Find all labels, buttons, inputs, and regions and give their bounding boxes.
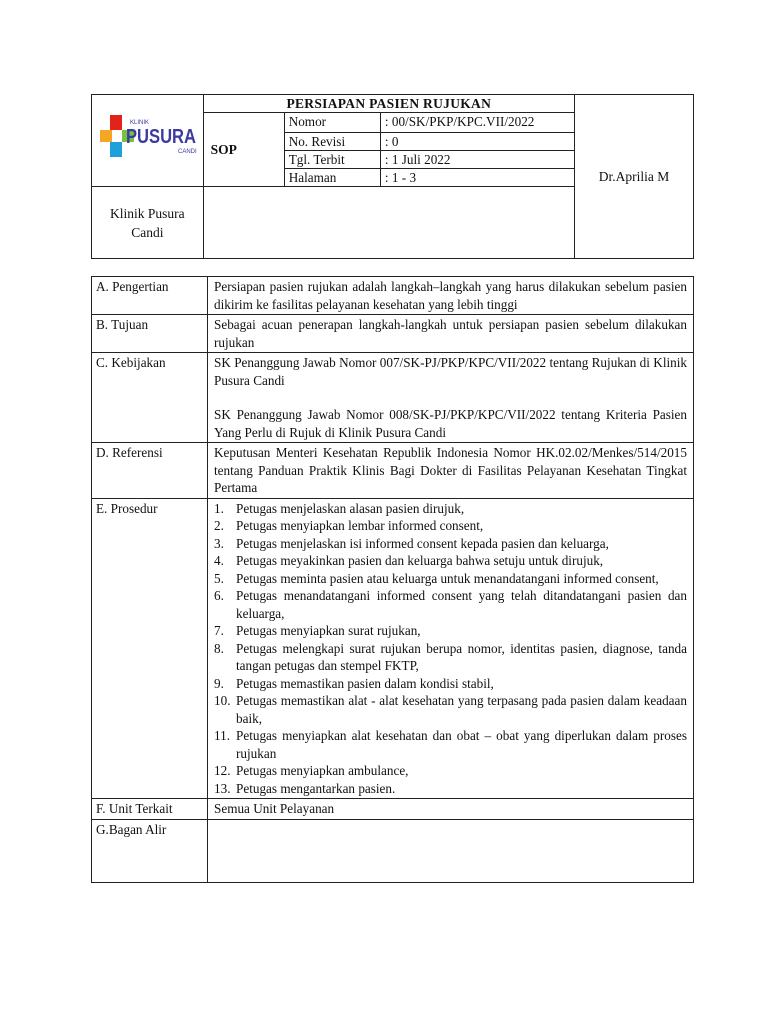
label-kebijakan: C. Kebijakan [92, 353, 208, 443]
logo-cross-bottom [110, 142, 122, 157]
step-text: Petugas melengkapi surat rujukan berupa nomor, identitas pasien, diagnose, tanda tangan petugas dan stempel FKTP, [236, 640, 687, 673]
procedure-step [214, 727, 687, 762]
logo-small-text: KLINIK [130, 120, 150, 126]
step-number: 7. [214, 623, 224, 638]
content-bagan-alir [208, 819, 694, 882]
row-pengertian [92, 277, 694, 315]
row-kebijakan [92, 353, 694, 443]
procedure-step [214, 587, 687, 622]
procedure-step [214, 570, 687, 588]
row-referensi [92, 443, 694, 499]
logo-cell [92, 95, 204, 187]
procedure-list [214, 500, 687, 798]
procedure-step [214, 552, 687, 570]
row-tujuan [92, 315, 694, 353]
step-number: 9. [214, 675, 224, 691]
meta-value-revisi: : 0 [380, 133, 574, 151]
step-number: 8. [214, 640, 224, 656]
logo-sub-text: CANDI [178, 149, 197, 155]
signer-name: Dr.Aprilia M [574, 95, 693, 259]
logo-cross-top [110, 115, 122, 130]
step-text: Petugas mengantarkan pasien. [236, 780, 396, 796]
procedure-step [214, 675, 687, 693]
step-text: Petugas meminta pasien atau keluarga untuk menandatangani informed consent, [236, 570, 659, 586]
procedure-step [214, 535, 687, 553]
kebijakan-item: SK Penanggung Jawab Nomor 008/SK-PJ/PKP/KPC/VII/2022 tentang Kriteria Pasien Yang Perlu di Rujuk di Klinik Pusura Candi [214, 407, 687, 440]
step-number: 5. [214, 570, 224, 586]
step-text: Petugas menjelaskan isi informed consent kepada pasien dan keluarga, [236, 535, 609, 551]
label-referensi: D. Referensi [92, 443, 208, 499]
label-tujuan: B. Tujuan [92, 315, 208, 353]
procedure-step [214, 780, 687, 798]
meta-label-terbit: Tgl. Terbit [284, 151, 380, 169]
clinic-name [92, 187, 204, 259]
sop-label: SOP [203, 113, 284, 187]
procedure-step [214, 500, 687, 518]
clinic-name-text: Klinik Pusura Candi [110, 205, 185, 240]
step-text: Petugas menyiapkan ambulance, [236, 763, 409, 778]
content-kebijakan [208, 353, 694, 443]
step-text: Petugas menandatangani informed consent yang telah ditandatangani pasien dan keluarga, [236, 588, 687, 621]
kebijakan-item: SK Penanggung Jawab Nomor 007/SK-PJ/PKP/KPC/VII/2022 tentang Rujukan di Klinik Pusura Candi [214, 355, 687, 388]
logo-brand-text: PUSURA [126, 126, 196, 148]
clinic-blank-cell [203, 187, 574, 259]
paragraph-gap [214, 389, 687, 406]
meta-value-nomor: : 00/SK/PKP/KPC.VII/2022 [380, 113, 574, 133]
step-number: 6. [214, 588, 224, 603]
step-text: Petugas menyiapkan lembar informed consent, [236, 518, 484, 533]
row-unit-terkait [92, 799, 694, 820]
step-text: Petugas menyiapkan alat kesehatan dan obat – obat yang diperlukan dalam proses rujukan [236, 728, 687, 761]
document-title: PERSIAPAN PASIEN RUJUKAN [203, 95, 574, 113]
step-number: 4. [214, 553, 224, 568]
step-number: 11. [214, 728, 230, 743]
meta-label-revisi: No. Revisi [284, 133, 380, 151]
content-tujuan: Sebagai acuan penerapan langkah-langkah untuk persiapan pasien sebelum dilakukan rujukan [208, 315, 694, 353]
content-prosedur [208, 498, 694, 799]
meta-label-nomor: Nomor [284, 113, 380, 133]
row-bagan-alir [92, 819, 694, 882]
procedure-step [214, 517, 687, 535]
step-number: 2. [214, 518, 224, 533]
step-text: Petugas memastikan alat - alat kesehatan yang terpasang pada pasien dalam keadaan baik, [236, 693, 687, 726]
step-number: 12. [214, 763, 231, 778]
procedure-step [214, 622, 687, 640]
step-text: Petugas menyiapkan surat rujukan, [236, 623, 421, 638]
row-prosedur [92, 498, 694, 799]
content-referensi: Keputusan Menteri Kesehatan Republik Indonesia Nomor HK.02.02/Menkes/514/2015 tentang Panduan Praktik Klinis Bagi Dokter di Fasilitas Pelayanan Kesehatan Tingkat Pertama [208, 443, 694, 499]
label-unit-terkait: F. Unit Terkait [92, 799, 208, 820]
content-pengertian: Persiapan pasien rujukan adalah langkah–langkah yang harus dilakukan sebelum pasien dikirim ke fasilitas pelayanan kesehatan yang lebih tinggi [208, 277, 694, 315]
step-text: Petugas meyakinkan pasien dan keluarga bahwa setuju untuk dirujuk, [236, 553, 604, 568]
step-number: 13. [214, 780, 231, 796]
step-number: 3. [214, 535, 224, 551]
procedure-step [214, 692, 687, 727]
meta-value-halaman: : 1 - 3 [380, 169, 574, 187]
logo-cross-left [100, 130, 112, 142]
procedure-step [214, 640, 687, 675]
sop-body-table [91, 276, 694, 883]
clinic-logo [100, 113, 198, 165]
step-text: Petugas menjelaskan alasan pasien dirujuk, [236, 500, 465, 516]
label-bagan-alir: G.Bagan Alir [92, 819, 208, 882]
label-prosedur: E. Prosedur [92, 498, 208, 799]
step-text: Petugas memastikan pasien dalam kondisi stabil, [236, 675, 494, 691]
step-number: 1. [214, 500, 224, 516]
label-pengertian: A. Pengertian [92, 277, 208, 315]
sop-header-table [91, 94, 694, 259]
content-unit-terkait: Semua Unit Pelayanan [208, 799, 694, 820]
meta-label-halaman: Halaman [284, 169, 380, 187]
meta-value-terbit: : 1 Juli 2022 [380, 151, 574, 169]
step-number: 10. [214, 693, 231, 708]
procedure-step [214, 762, 687, 780]
